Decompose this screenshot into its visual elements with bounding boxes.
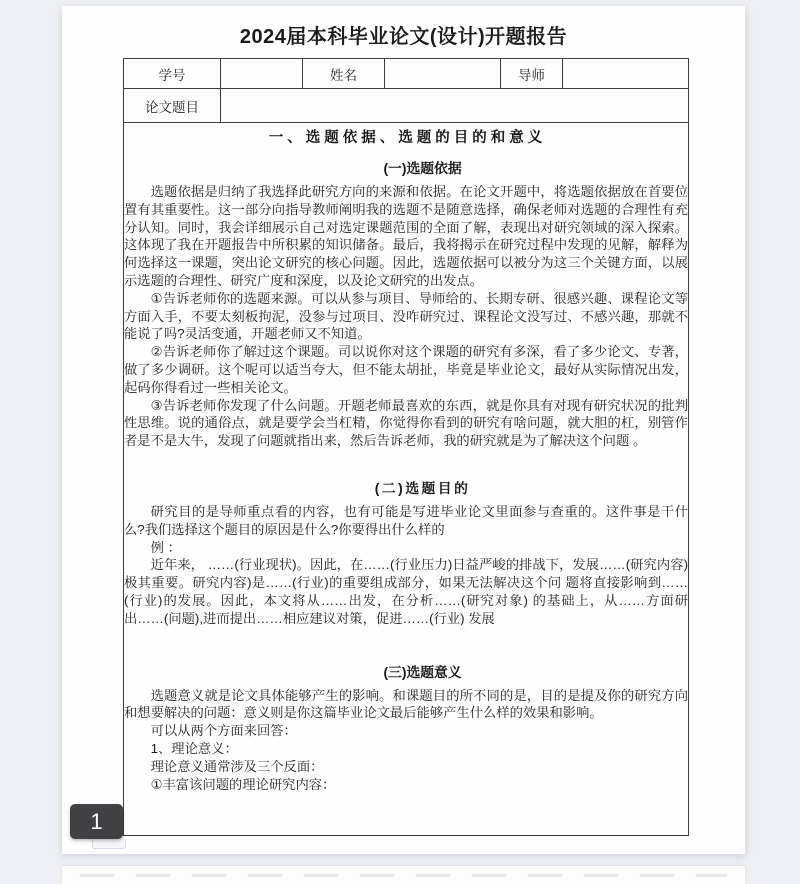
- document-page: [62, 6, 745, 854]
- header-form-table: [123, 58, 689, 836]
- report-body: [124, 126, 688, 793]
- table-row: [124, 123, 689, 836]
- page-number-badge: 1: [70, 804, 123, 839]
- student-id-value: [221, 59, 303, 89]
- content-cell: [124, 123, 689, 836]
- student-id-label: 学号: [124, 59, 221, 89]
- page-corner-fold: [92, 839, 126, 849]
- paragraph: 选题依据是归纳了我选择此研究方向的来源和依据。在论文开题中，将选题依据放在首要位置有其重要性。这一部分向指导教师阐明我的选题不是随意选择，确保老师对选题的合理性有充分认知。同时，我会详细展示自己对选定课题范围的全面了解，表现出对研究领域的深入探索。这体现了我在开题报告中所积累的知识储备。最后，我将揭示在研究过程中发现的见解，解释为何选择这一课题，突出论文研究的核心问题。因此，选题依据可以被分为这三个关键方面，以展示选题的合理性、研究广度和深度，以及论文研究的出发点。: [124, 184, 688, 288]
- paragraph: 1、理论意义：: [150, 740, 238, 756]
- subsection-heading-basis: (一)选题依据: [383, 161, 462, 176]
- page-title: 2024届本科毕业论文(设计)开题报告: [239, 26, 568, 48]
- paragraph: 理论意义通常涉及三个反面：: [150, 758, 324, 774]
- subsection-heading-purpose: (二)选题目的: [374, 480, 471, 496]
- paragraph: 近年来， ……(行业现状)。因此，在……(行业压力)日益严峻的排战下，发展……(研究内容)极其重要。研究内容)是……(行业)的重要组成部分，如果无法解决这个问 题将直接影响到……(行业)的发展。因此，本文将从……出发，在分析……(研究对象) 的基础上，从……方面研出……(问题),进而提出……相应建议对策，促进……(行业) 发展: [124, 557, 688, 626]
- thesis-title-value: [221, 89, 689, 123]
- thesis-title-label: 论文题目: [124, 89, 221, 123]
- next-page-preview: [62, 866, 745, 884]
- advisor-label: 导师: [501, 59, 563, 89]
- subsection-heading-significance: (三)选题意义: [383, 664, 462, 680]
- paragraph: 选题意义就是论文具体能够产生的影响。和课题目的所不同的是，目的是提及你的研究方向和想要解决的问题：意义则是你这篇毕业论文最后能够产生什么样的效果和影响。: [124, 687, 688, 721]
- paragraph: 例 ：: [150, 539, 181, 555]
- paragraph: 研究目的是导师重点看的内容，也有可能是写进毕业论文里面参与查重的。这件事是干什么?我们选择这个题目的原因是什么?你要得出什么样的: [124, 503, 688, 537]
- paragraph: ①丰富该问题的理论研究内容：: [150, 776, 336, 792]
- table-row: [124, 59, 689, 89]
- paragraph: 可以从两个方面来回答：: [150, 723, 297, 739]
- paragraph: ①告诉老师你的选题来源。可以从参与项目、导师给的、长期专研、很感兴趣、课程论文等方面入手，不要太刻板拘泥，没参与过项目、没咋研究过、课程论文没写过、不感兴趣，那就不能说了吗?灵活变通，开题老师又不知道。: [124, 290, 688, 342]
- table-row: [124, 89, 689, 123]
- paragraph: ②告诉老师你了解过这个课题。司以说你对这个课题的研究有多深，看了多少论文、专著，做了多少调研。这个呢可以适当夸大，但不能太胡扯，毕竟是毕业论文，最好从实际情况出发，起码你得看过一些相关论文。: [124, 344, 688, 395]
- name-label: 姓名: [303, 59, 385, 89]
- section-heading: 一、选题依据、选题的目的和意义: [268, 130, 547, 146]
- name-value: [385, 59, 501, 89]
- paragraph: ③告诉老师你发现了什么问题。开题老师最喜欢的东西，就是你具有对现有研究状况的批判性思维。说的通俗点，就是要学会当杠精，你觉得你看到的研究有啥问题，就大胆的杠，别管作者是不是大牛，发现了问题就指出来，然后告诉老师，我的研究就是为了解决这个问题 。: [124, 397, 688, 449]
- advisor-value: [563, 59, 689, 89]
- blurred-text-preview: [80, 874, 727, 877]
